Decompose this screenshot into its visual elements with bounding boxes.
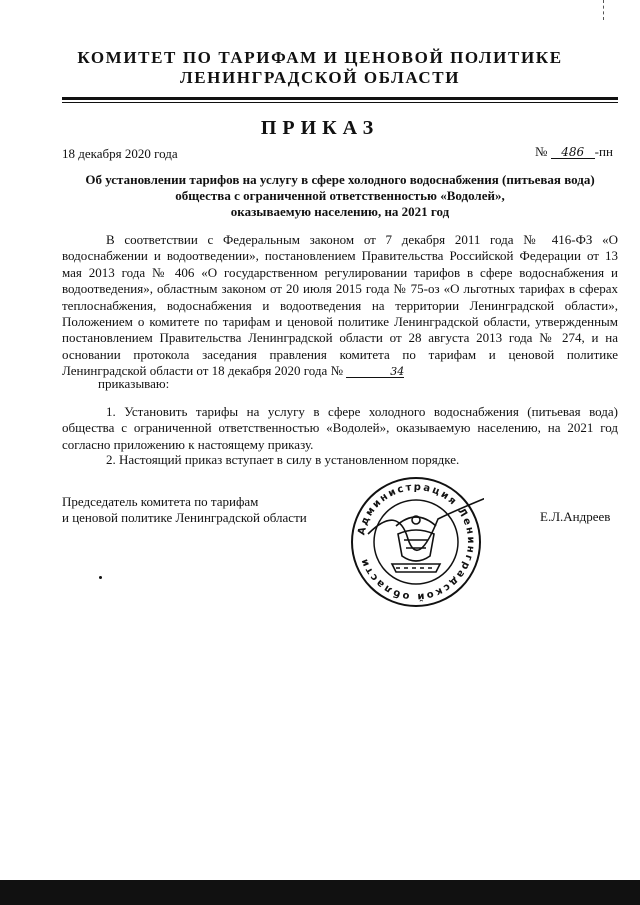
position-line1: Председатель комитета по тарифам <box>62 494 259 509</box>
scan-dot <box>99 576 102 579</box>
order-item-2: 2. Настоящий приказ вступает в силу в установленном порядке. <box>106 452 460 467</box>
header-rule-thin <box>62 102 618 103</box>
org-name-line2: ЛЕНИНГРАДСКОЙ ОБЛАСТИ <box>179 68 461 87</box>
number-prefix: № <box>535 144 548 159</box>
scan-bottom-edge <box>0 880 640 905</box>
title-line3: оказываемую населению, на 2021 год <box>230 204 450 219</box>
official-stamp <box>348 474 484 615</box>
stamp-text: Администрация Ленинградской области <box>356 481 477 603</box>
title-line1: Об установлении тарифов на услугу в сфере холодного водоснабжения (питьевая вода) <box>85 172 595 187</box>
document-number <box>535 144 613 160</box>
number-suffix: -пн <box>594 144 613 159</box>
document-type: ПРИКАЗ <box>260 117 380 139</box>
signatory-position <box>62 494 342 526</box>
header-rule-thick <box>62 97 618 100</box>
title-line2: общества с ограниченной ответственностью «Водолей», <box>175 188 505 203</box>
margin-mark <box>603 0 605 20</box>
document-title <box>62 172 618 220</box>
preamble-text: В соответствии с Федеральным законом от 7 декабря 2011 года № 416-ФЗ «О водоснабжении и водоотведении», постановлением Правительства Российской Федерации от 13 мая 2013 года № 406 «О государственном регулировании тарифов в сфере водоснабжения и водоотведения», областным законом от 20 июля 2015 года № 75-оз «О льготных тарифах в сферах теплоснабжения, водоснабжения и водоотведения на территории Ленинградской области», Положением о комитете по тарифам и ценовой политике Ленинградской области, утвержденным постановлением Правительства Ленинградской области от 28 августа 2013 года № 274, и на основании протокола заседания правления комитета по тарифам и ценовой политике Ленинградской области от 18 декабря 2020 года № <box>62 232 618 379</box>
order-item-1: 1. Установить тарифы на услугу в сфере холодного водоснабжения (питьевая вода) общества с ограниченной ответственностью «Водолей», оказываемую населению, на 2021 год согласно приложению к настоящему приказу. <box>62 404 618 452</box>
order-word: приказываю: <box>98 376 170 391</box>
number-handwritten: 486 <box>551 146 595 159</box>
signatory-name: Е.Л.Андреев <box>540 509 611 524</box>
document-date: 18 декабря 2020 года <box>62 146 178 161</box>
org-name-line1: КОМИТЕТ ПО ТАРИФАМ И ЦЕНОВОЙ ПОЛИТИКЕ <box>77 48 563 67</box>
preamble-paragraph <box>62 232 618 380</box>
position-line2: и ценовой политике Ленинградской области <box>62 510 307 525</box>
protocol-number-handwritten: 34 <box>346 366 404 378</box>
